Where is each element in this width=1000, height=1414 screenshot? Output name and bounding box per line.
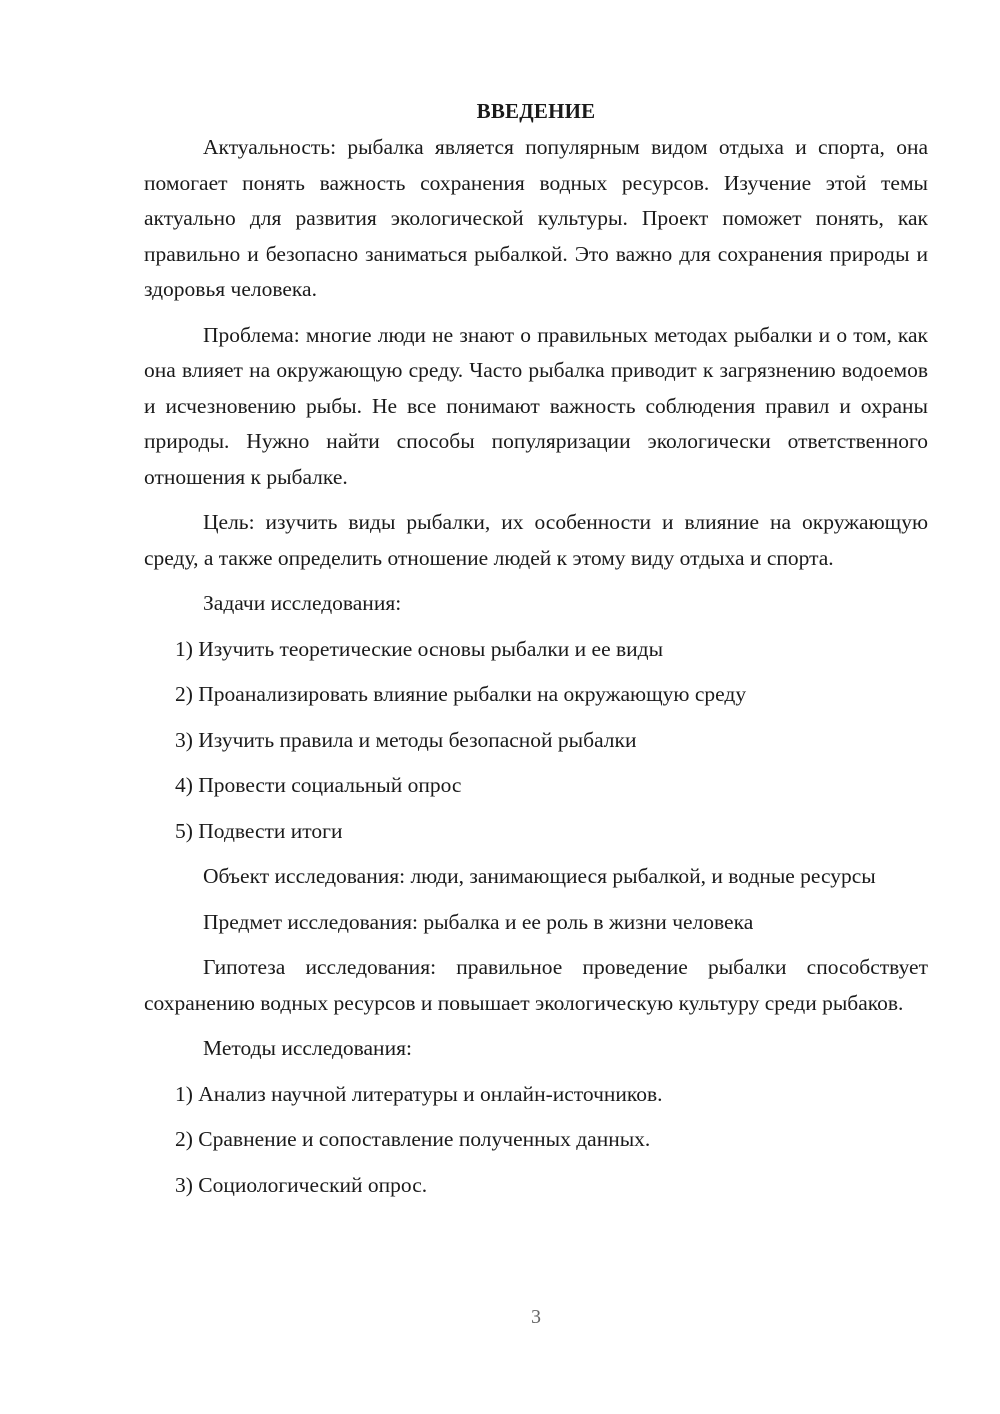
- section-title: ВВЕДЕНИЕ: [476, 99, 596, 123]
- relevance-paragraph: Актуальность: рыбалка является популярным видом отдыха и спорта, она помогает понять важность сохранения водных ресурсов. Изучение этой темы актуально для развития экологической культуры. Проект поможет понять, как правильно и безопасно заниматься рыбалкой. Это важно для сохранения природы и здоровья человека.: [144, 135, 928, 301]
- page-number: 3: [531, 1306, 541, 1328]
- methods-heading: Методы исследования:: [203, 1036, 412, 1060]
- methods-list: [144, 1077, 928, 1204]
- subject-paragraph: Предмет исследования: рыбалка и ее роль в жизни человека: [203, 909, 754, 934]
- task-item: 4) Провести социальный опрос: [175, 773, 462, 797]
- task-item: 3) Изучить правила и методы безопасной рыбалки: [175, 727, 637, 752]
- document-page: [144, 94, 928, 1213]
- tasks-list: [144, 632, 928, 850]
- task-item: 1) Изучить теоретические основы рыбалки и ее виды: [175, 636, 664, 661]
- hypothesis-paragraph: Гипотеза исследования: правильное проведение рыбалки способствует сохранению водных ресурсов и повышает экологическую культуру среди рыбаков.: [144, 955, 928, 1015]
- object-paragraph: Объект исследования: люди, занимающиеся рыбалкой, и водные ресурсы: [203, 864, 876, 888]
- method-item: 2) Сравнение и сопоставление полученных данных.: [175, 1127, 651, 1151]
- method-item: 3) Социологический опрос.: [175, 1172, 428, 1197]
- task-item: 2) Проанализировать влияние рыбалки на окружающую среду: [175, 682, 747, 706]
- tasks-heading: Задачи исследования:: [203, 591, 402, 615]
- method-item: 1) Анализ научной литературы и онлайн-источников.: [175, 1081, 663, 1106]
- problem-paragraph: Проблема: многие люди не знают о правильных методах рыбалки и о том, как она влияет на окружающую среду. Часто рыбалка приводит к загрязнению водоемов и исчезновению рыбы. Не все понимают важность соблюдения правил и охраны природы. Нужно найти способы популяризации экологически ответственного отношения к рыбалке.: [144, 322, 928, 489]
- task-item: 5) Подвести итоги: [175, 818, 343, 843]
- goal-paragraph: Цель: изучить виды рыбалки, их особенности и влияние на окружающую среду, а также определить отношение людей к этому виду отдыха и спорта.: [144, 510, 928, 570]
